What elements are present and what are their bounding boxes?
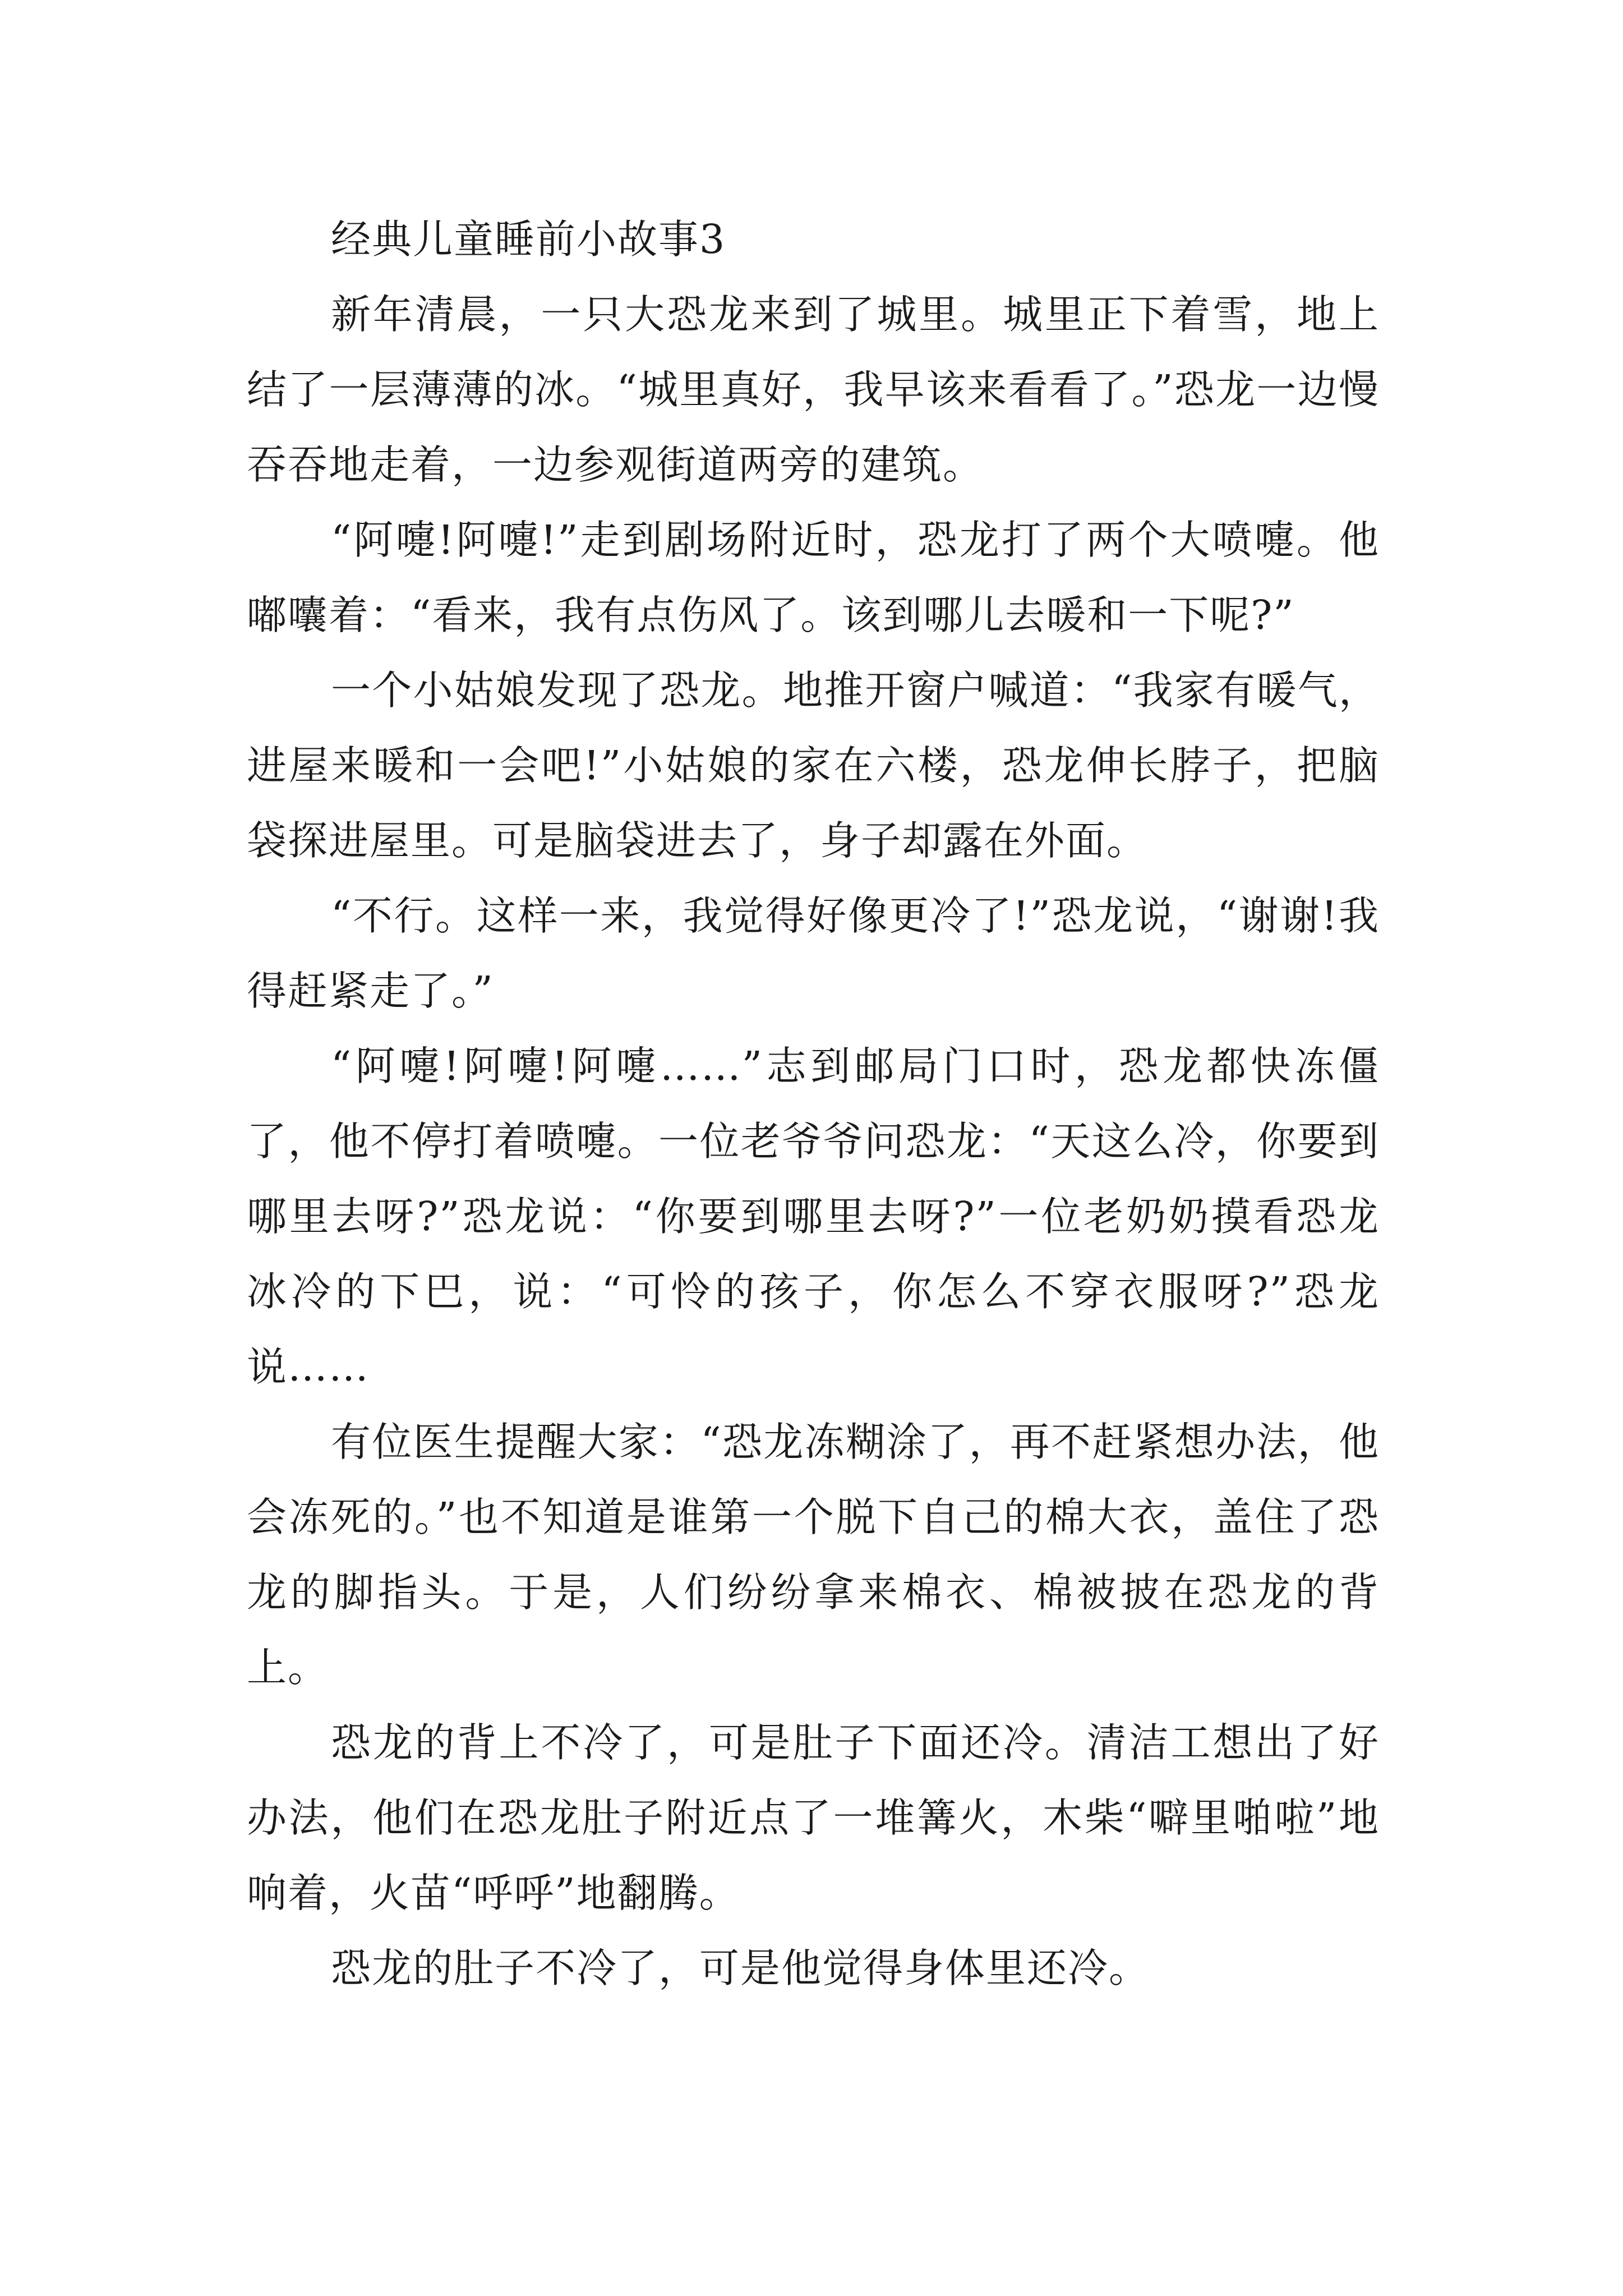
paragraph-1: 新年清晨，一只大恐龙来到了城里。城里正下着雪，地上结了一层薄薄的冰。“城里真好，我早该来看看了。”恐龙一边慢吞吞地走着，一边参观街道两旁的建筑。	[247, 291, 1380, 488]
paragraph-7: 恐龙的背上不冷了，可是肚子下面还冷。清洁工想出了好办法，他们在恐龙肚子附近点了一堆篝火，木柴“噼里啪啦”地响着，火苗“呼呼”地翻腾。	[247, 1719, 1380, 1916]
paragraph-6: 有位医生提醒大家：“恐龙冻糊涂了，再不赶紧想办法，他会冻死的。”也不知道是谁第一个脱下自己的棉大衣，盖住了恐龙的脚指头。于是，人们纷纷拿来棉衣、棉被披在恐龙的背上。	[247, 1419, 1380, 1691]
paragraph-4: “不行。这样一来，我觉得好像更冷了!”恐龙说，“谢谢!我得赶紧走了。”	[247, 892, 1380, 1014]
story-title: 经典儿童睡前小故事3	[331, 216, 726, 263]
paragraph-3: 一个小姑娘发现了恐龙。地推开窗户喊道：“我家有暖气，进屋来暖和一会吧!”小姑娘的家在六楼，恐龙伸长脖子，把脑袋探进屋里。可是脑袋进去了，身子却露在外面。	[247, 667, 1380, 864]
paragraph-8: 恐龙的肚子不冷了，可是他觉得身体里还冷。	[331, 1945, 1150, 1991]
story-body	[247, 202, 1380, 2006]
paragraph-2: “阿嚏!阿嚏!”走到剧场附近时，恐龙打了两个大喷嚏。他嘟囔着：“看来，我有点伤风了。该到哪儿去暖和一下呢?”	[247, 517, 1380, 638]
paragraph-5: “阿嚏!阿嚏!阿嚏……”志到邮局门口时，恐龙都快冻僵了，他不停打着喷嚏。一位老爷爷问恐龙：“天这么冷，你要到哪里去呀?”恐龙说：“你要到哪里去呀?”一位老奶奶摸看恐龙冰冷的下巴，说：“可怜的孩子，你怎么不穿衣服呀?”恐龙说……	[247, 1043, 1380, 1390]
